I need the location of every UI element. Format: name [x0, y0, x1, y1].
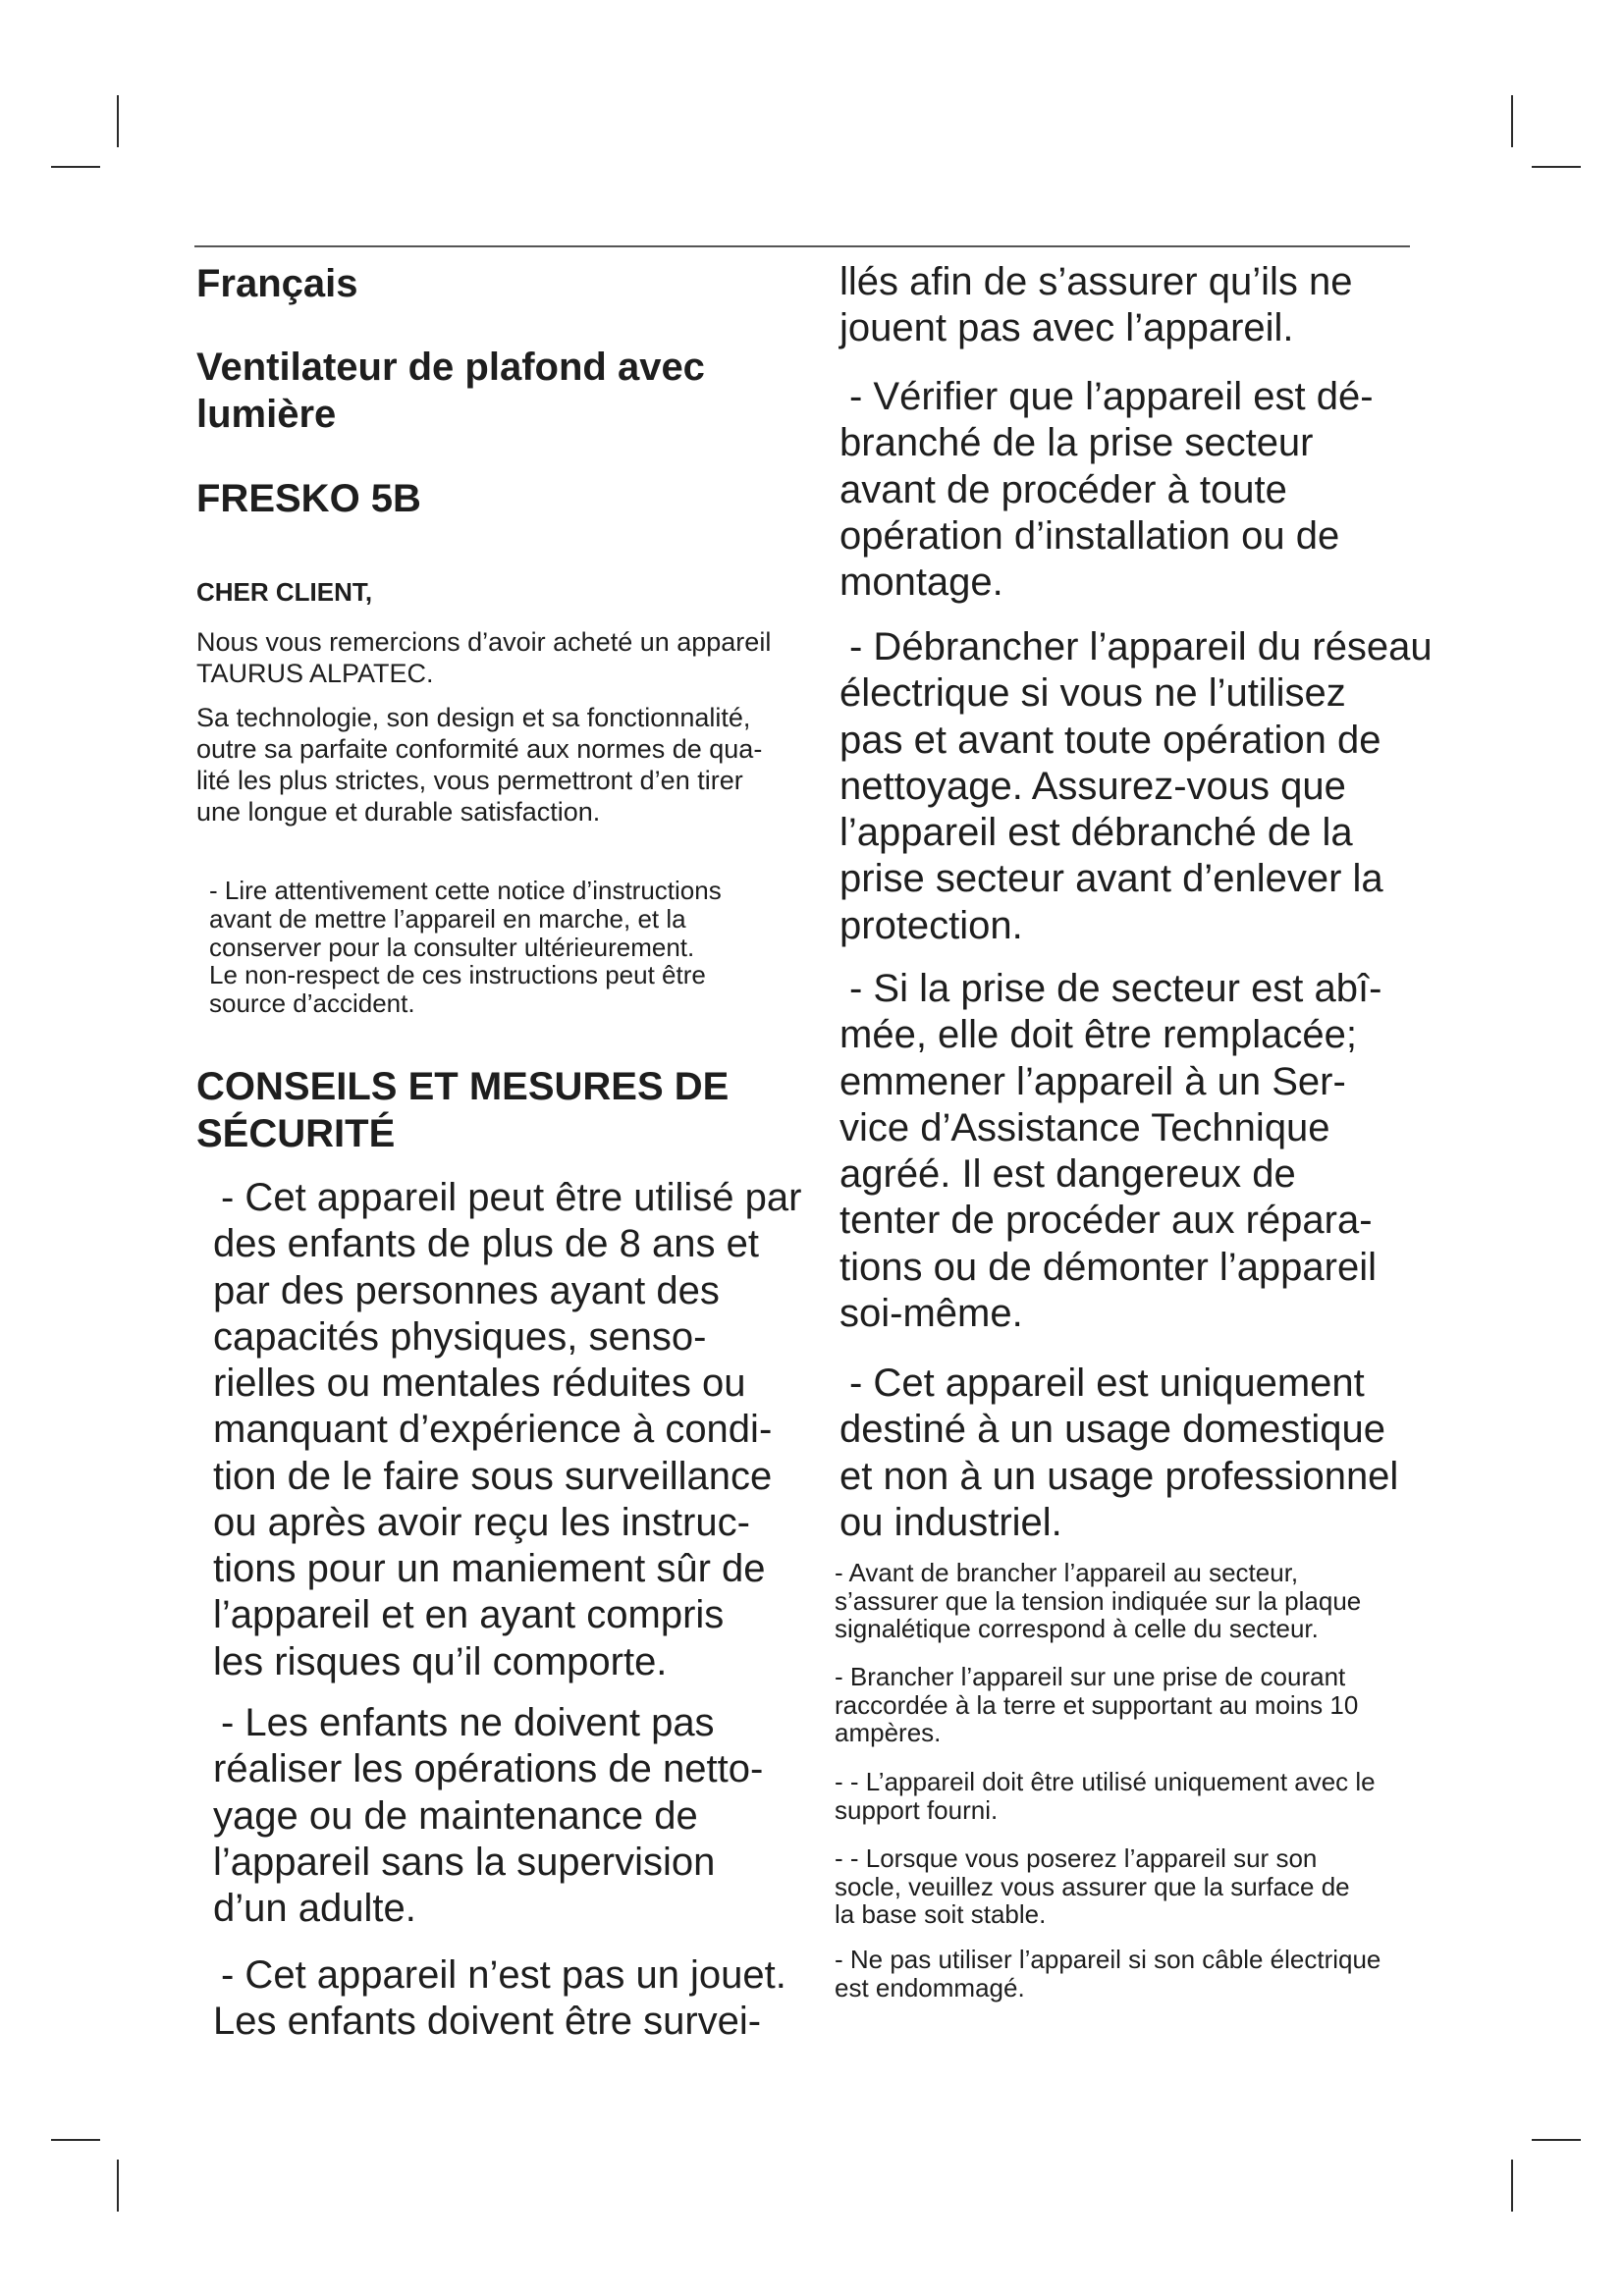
language-heading: Français [196, 262, 358, 305]
safety-item: - Cet appareil est uniquement destiné à un usage domestique et non à un usage professionnel ou industriel. [839, 1362, 1399, 1544]
safety-note: - Avant de brancher l’appareil au secteur, s’assurer que la tension indiquée sur la plaque signalétique correspond à celle du secteur. [835, 1558, 1362, 1643]
safety-item: - Cet appareil n’est pas un jouet. Les enfants doivent être survei- [213, 1953, 786, 2044]
safety-item: - Débrancher l’appareil du réseau électrique si vous ne l’utilisez pas et avant toute opération de nettoyage. Assurez-vous que l’appareil est débranché de la prise secteur avant d’enlever la protection. [839, 625, 1433, 947]
crop-mark-top-right-vertical [1511, 95, 1513, 147]
crop-mark-bottom-right-vertical [1511, 2160, 1513, 2212]
crop-mark-top-right-horizontal [1532, 166, 1581, 168]
greeting-praise-paragraph: Sa technologie, son design et sa fonctionnalité, outre sa parfaite conformité aux normes de qua- lité les plus strictes, vous permettront d’en tirer une longue et durable satisfaction. [196, 703, 763, 827]
header-rule [194, 245, 1410, 247]
product-title: Ventilateur de plafond avec lumière [196, 346, 705, 436]
safety-note: - Ne pas utiliser l’appareil si son câble électrique est endommagé. [835, 1945, 1381, 2002]
safety-note: - - L’appareil doit être utilisé uniquement avec le support fourni. [835, 1767, 1376, 1825]
safety-item: - Cet appareil peut être utilisé par des enfants de plus de 8 ans et par des personnes ayant des capacités physiques, senso- rielles ou mentales réduites ou manquant d’expérience à condi- tion de le faire sous surveillance ou après avoir reçu les instruc- tions pour un maniement sûr de l’appareil et en ayant compris les risques qu’il comporte. [213, 1176, 802, 1683]
safety-item: - Les enfants ne doivent pas réaliser les opérations de netto- yage ou de maintenance de l’appareil sans la supervision d’un adulte. [213, 1701, 764, 1930]
read-instructions-notice: - Lire attentivement cette notice d’instructions avant de mettre l’appareil en marche, et la conserver pour la consulter ultérieurement. Le non-respect de ces instructions peut être source d’accident. [209, 876, 722, 1019]
greeting-salutation: CHER CLIENT, [196, 577, 373, 607]
safety-item: - Si la prise de secteur est abî- mée, elle doit être remplacée; emmener l’appareil à un Ser- vice d’Assistance Technique agréé. Il est dangereux de tenter de procéder aux répara- tions ou de démonter l’appareil soi-même. [839, 967, 1382, 1335]
crop-mark-bottom-left-vertical [117, 2160, 119, 2212]
safety-item: - Vérifier que l’appareil est dé- branché de la prise secteur avant de procéder à toute opération d’installation ou de montage. [839, 375, 1374, 604]
safety-item-continuation: llés afin de s’assurer qu’ils ne jouent pas avec l’appareil. [839, 260, 1353, 350]
safety-note: - Brancher l’appareil sur une prise de courant raccordée à la terre et supportant au moins 10 ampères. [835, 1662, 1359, 1747]
greeting-thanks-paragraph: Nous vous remercions d’avoir acheté un appareil TAURUS ALPATEC. [196, 627, 772, 688]
crop-mark-top-left-horizontal [51, 166, 100, 168]
crop-mark-bottom-right-horizontal [1532, 2139, 1581, 2141]
crop-mark-bottom-left-horizontal [51, 2139, 100, 2141]
safety-note: - - Lorsque vous poserez l’appareil sur son socle, veuillez vous assurer que la surface de la base soit stable. [835, 1843, 1350, 1929]
safety-heading: CONSEILS ET MESURES DE SÉCURITÉ [196, 1065, 730, 1155]
model-name: FRESKO 5B [196, 477, 421, 520]
crop-mark-top-left-vertical [117, 95, 119, 147]
